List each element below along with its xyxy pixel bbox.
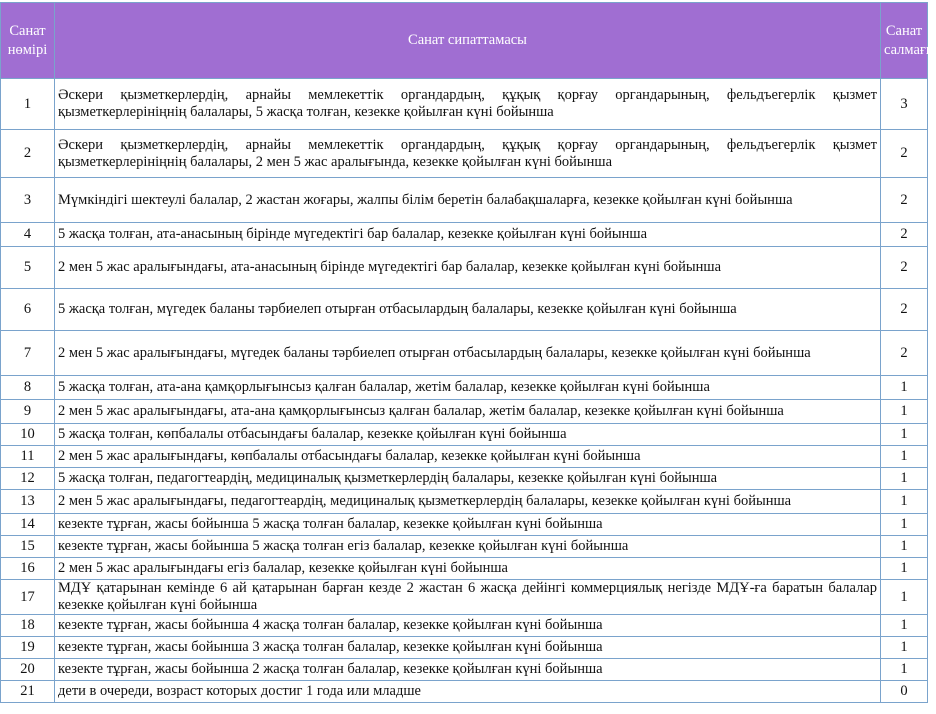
row-weight: 1 — [881, 580, 928, 615]
row-number: 12 — [1, 468, 55, 490]
row-weight: 2 — [881, 247, 928, 289]
row-description: 2 мен 5 жас аралығындағы, ата-ана қамқорлығынсыз қалған балалар, жетім балалар, кезекке қойылған күні бойынша — [55, 400, 881, 424]
table-header-row — [1, 3, 928, 79]
header-number: Санат нөмірі — [1, 3, 55, 79]
table-row — [1, 637, 928, 659]
row-number: 5 — [1, 247, 55, 289]
row-weight: 0 — [881, 681, 928, 703]
row-description: 2 мен 5 жас аралығындағы, мүгедек баланы тәрбиелеп отырған отбасылардың балалары, кезекке қойылған күні бойынша — [55, 331, 881, 376]
row-weight: 1 — [881, 424, 928, 446]
row-number: 1 — [1, 79, 55, 130]
table-row — [1, 289, 928, 331]
row-number: 9 — [1, 400, 55, 424]
row-weight: 1 — [881, 514, 928, 536]
table-row — [1, 424, 928, 446]
row-number: 18 — [1, 615, 55, 637]
row-weight: 1 — [881, 536, 928, 558]
row-weight: 2 — [881, 130, 928, 178]
row-description: 2 мен 5 жас аралығындағы егіз балалар, кезекке қойылған күні бойынша — [55, 558, 881, 580]
row-description: 5 жасқа толған, көпбалалы отбасындағы балалар, кезекке қойылған күні бойынша — [55, 424, 881, 446]
row-number: 10 — [1, 424, 55, 446]
row-description: 5 жасқа толған, педагогтеардің, медициналық қызметкерлердің балалары, кезекке қойылған күні бойынша — [55, 468, 881, 490]
table-row — [1, 659, 928, 681]
table-row — [1, 130, 928, 178]
table-row — [1, 681, 928, 703]
row-weight: 1 — [881, 659, 928, 681]
row-weight: 2 — [881, 223, 928, 247]
row-description: кезекте тұрған, жасы бойынша 5 жасқа толған егіз балалар, кезекке қойылған күні бойынша — [55, 536, 881, 558]
table-row — [1, 615, 928, 637]
table-row — [1, 331, 928, 376]
row-number: 21 — [1, 681, 55, 703]
row-weight: 2 — [881, 289, 928, 331]
row-weight: 1 — [881, 637, 928, 659]
row-weight: 3 — [881, 79, 928, 130]
row-number: 15 — [1, 536, 55, 558]
row-number: 11 — [1, 446, 55, 468]
row-weight: 1 — [881, 468, 928, 490]
row-number: 2 — [1, 130, 55, 178]
row-description: 2 мен 5 жас аралығындағы, педагогтеардің, медициналық қызметкерлердің балалары, кезекке қойылған күні бойынша — [55, 490, 881, 514]
header-weight: Санат салмағы — [881, 3, 928, 79]
row-description: кезекте тұрған, жасы бойынша 3 жасқа толған балалар, кезекке қойылған күні бойынша — [55, 637, 881, 659]
row-description: Мүмкіндігі шектеулі балалар, 2 жастан жоғары, жалпы білім беретін балабақшаларға, кезекке қойылған күні бойынша — [55, 178, 881, 223]
row-number: 17 — [1, 580, 55, 615]
row-description: 5 жасқа толған, ата-ана қамқорлығынсыз қалған балалар, жетім балалар, кезекке қойылған күні бойынша — [55, 376, 881, 400]
row-number: 19 — [1, 637, 55, 659]
row-number: 13 — [1, 490, 55, 514]
row-description: Әскери қызметкерлердің, арнайы мемлекеттік органдардың, құқық қорғау органдарының, фельдъегерлік қызмет қызметкерлерініңнің балалары, 5 жасқа толған, кезекке қойылған күні бойынша — [55, 79, 881, 130]
header-description: Санат сипаттамасы — [55, 3, 881, 79]
row-description: кезекте тұрған, жасы бойынша 4 жасқа толған балалар, кезекке қойылған күні бойынша — [55, 615, 881, 637]
table-row — [1, 79, 928, 130]
row-description: дети в очереди, возраст которых достиг 1 года или младше — [55, 681, 881, 703]
row-number: 4 — [1, 223, 55, 247]
row-weight: 1 — [881, 446, 928, 468]
row-number: 14 — [1, 514, 55, 536]
row-description: 5 жасқа толған, мүгедек баланы тәрбиелеп отырған отбасылардың балалары, кезекке қойылған күні бойынша — [55, 289, 881, 331]
table-row — [1, 558, 928, 580]
category-table — [0, 2, 936, 703]
row-description: Әскери қызметкерлердің, арнайы мемлекеттік органдардың, құқық қорғау органдарының, фельдъегерлік қызмет қызметкерлерініңнің балалары, 2 мен 5 жас аралығында, кезекке қойылған күні бойынша — [55, 130, 881, 178]
table-row — [1, 446, 928, 468]
row-number: 20 — [1, 659, 55, 681]
table-row — [1, 400, 928, 424]
row-description: 2 мен 5 жас аралығындағы, ата-анасының бірінде мүгедектігі бар балалар, кезекке қойылған күні бойынша — [55, 247, 881, 289]
table-row — [1, 468, 928, 490]
row-number: 6 — [1, 289, 55, 331]
row-weight: 1 — [881, 376, 928, 400]
table-row — [1, 580, 928, 615]
table-row — [1, 514, 928, 536]
row-number: 16 — [1, 558, 55, 580]
row-weight: 1 — [881, 490, 928, 514]
row-description: 5 жасқа толған, ата-анасының бірінде мүгедектігі бар балалар, кезекке қойылған күні бойынша — [55, 223, 881, 247]
table-row — [1, 247, 928, 289]
table-row — [1, 490, 928, 514]
table-row — [1, 178, 928, 223]
row-number: 3 — [1, 178, 55, 223]
table-row — [1, 223, 928, 247]
row-weight: 2 — [881, 331, 928, 376]
table-row — [1, 376, 928, 400]
row-weight: 1 — [881, 615, 928, 637]
row-weight: 2 — [881, 178, 928, 223]
row-description: 2 мен 5 жас аралығындағы, көпбалалы отбасындағы балалар, кезекке қойылған күні бойынша — [55, 446, 881, 468]
row-description: кезекте тұрған, жасы бойынша 2 жасқа толған балалар, кезекке қойылған күні бойынша — [55, 659, 881, 681]
row-number: 8 — [1, 376, 55, 400]
row-number: 7 — [1, 331, 55, 376]
row-description: МДҰ қатарынан кемінде 6 ай қатарынан барған кезде 2 жастан 6 жасқа дейінгі коммерциялық негізде МДҰ-ға баратын балалар кезекке қойылған күні бойынша — [55, 580, 881, 615]
row-weight: 1 — [881, 558, 928, 580]
row-weight: 1 — [881, 400, 928, 424]
table-row — [1, 536, 928, 558]
row-description: кезекте тұрған, жасы бойынша 5 жасқа толған балалар, кезекке қойылған күні бойынша — [55, 514, 881, 536]
